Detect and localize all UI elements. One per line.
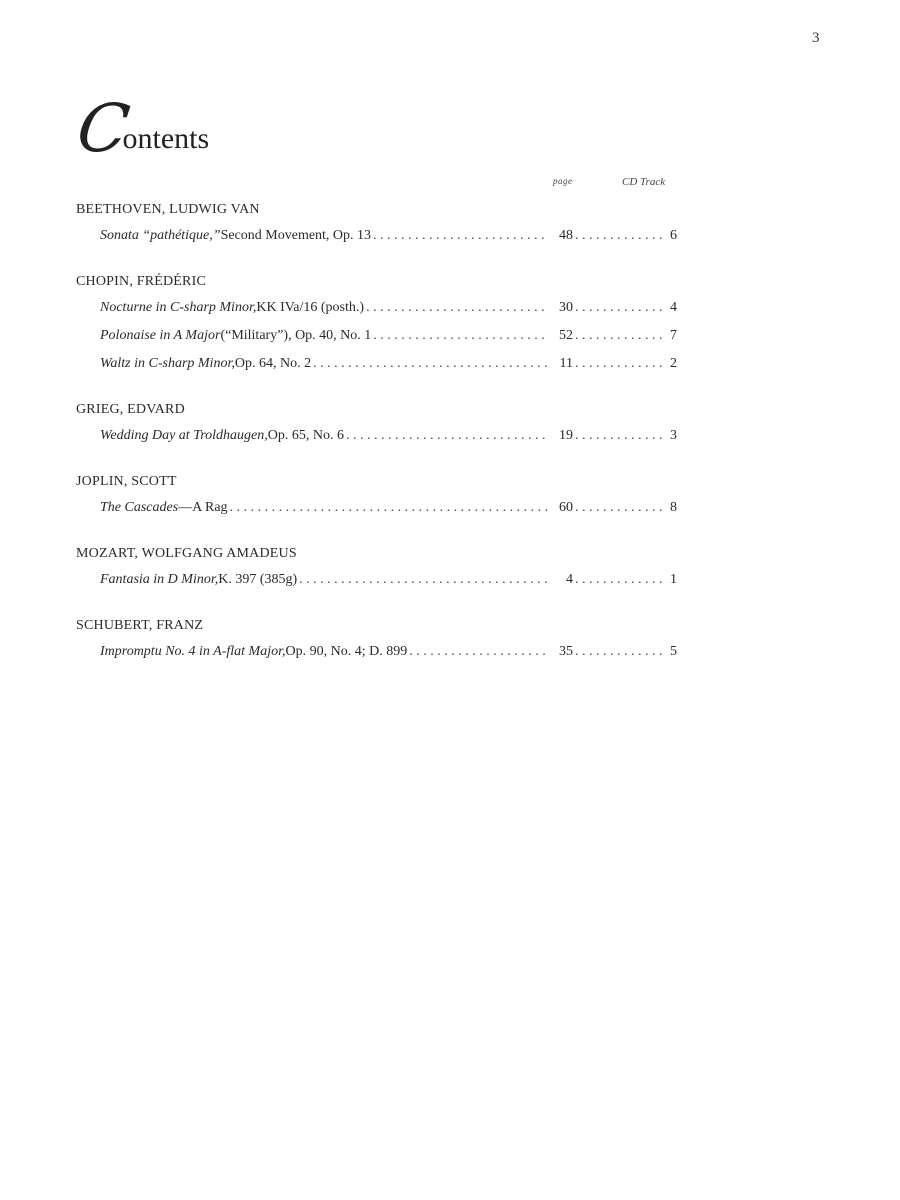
page-ref: 4 — [566, 572, 573, 587]
cd-track-number: 8 — [670, 500, 677, 515]
cd-track-number: 6 — [670, 228, 677, 243]
composer-heading: GRIEG, EDVARD — [76, 402, 185, 417]
dot-leader — [575, 228, 665, 244]
dot-leader — [575, 300, 665, 316]
dot-leader — [575, 644, 665, 660]
dot-leader — [346, 428, 549, 444]
work-title-italic: Waltz in C-sharp Minor, — [100, 356, 235, 371]
column-headers — [0, 176, 900, 190]
dot-leader — [575, 500, 665, 516]
work-title-rest: Op. 65, No. 6 — [267, 428, 344, 443]
toc-entry[interactable] — [100, 356, 677, 376]
dot-leader — [575, 328, 665, 344]
composer-heading: MOZART, WOLFGANG AMADEUS — [76, 546, 297, 561]
work-title-italic: The Cascades — [100, 500, 179, 515]
work-title-rest: KK IVa/16 (posth.) — [256, 300, 365, 315]
page-ref: 30 — [559, 300, 573, 315]
dot-leader — [230, 500, 549, 516]
toc-entry[interactable] — [100, 500, 677, 520]
dot-leader — [409, 644, 549, 660]
title-rest: ontents — [122, 122, 210, 155]
work-title-italic: Impromptu No. 4 in A-flat Major, — [100, 644, 286, 659]
dot-leader — [373, 228, 549, 244]
dot-leader — [299, 572, 549, 588]
cd-track-number: 7 — [670, 328, 677, 343]
cd-track-number: 5 — [670, 644, 677, 659]
page-column-header: page — [553, 176, 573, 186]
work-title-italic: Sonata “pathétique,” — [100, 228, 221, 243]
page-ref: 60 — [559, 500, 573, 515]
work-title-italic: Wedding Day at Troldhaugen, — [100, 428, 268, 443]
page-ref: 52 — [559, 328, 573, 343]
toc-entry[interactable] — [100, 644, 677, 664]
dot-leader — [575, 428, 665, 444]
cd-track-number: 1 — [670, 572, 677, 587]
cd-track-column-header: CD Track — [622, 176, 666, 188]
work-title-rest: —A Rag — [178, 500, 228, 515]
toc-entry[interactable] — [100, 572, 677, 592]
dot-leader — [575, 356, 665, 372]
composer-heading: SCHUBERT, FRANZ — [76, 618, 204, 633]
dot-leader — [575, 572, 665, 588]
cd-track-number: 4 — [670, 300, 677, 315]
page-ref: 35 — [559, 644, 573, 659]
composer-heading: BEETHOVEN, LUDWIG VAN — [76, 202, 260, 217]
work-title-italic: Nocturne in C-sharp Minor, — [100, 300, 257, 315]
work-title-italic: Fantasia in D Minor, — [100, 572, 219, 587]
toc-entry[interactable] — [100, 300, 677, 320]
toc-entry[interactable] — [100, 228, 677, 248]
page-number: 3 — [812, 30, 820, 46]
cd-track-number: 3 — [670, 428, 677, 443]
work-title-rest: Op. 64, No. 2 — [234, 356, 312, 371]
page-ref: 48 — [559, 228, 573, 243]
dot-leader — [313, 356, 549, 372]
page-title — [72, 90, 210, 167]
composer-heading: CHOPIN, FRÉDÉRIC — [76, 274, 206, 289]
cd-track-number: 2 — [670, 356, 677, 371]
work-title-italic: Polonaise in A Major — [100, 328, 221, 343]
work-title-rest: Op. 90, No. 4; D. 899 — [285, 644, 408, 659]
page-ref: 11 — [559, 356, 573, 371]
page-ref: 19 — [559, 428, 573, 443]
title-initial: C — [72, 90, 134, 167]
dot-leader — [366, 300, 549, 316]
toc-entry[interactable] — [100, 328, 677, 348]
dot-leader — [373, 328, 549, 344]
toc-entry[interactable] — [100, 428, 677, 448]
composer-heading: JOPLIN, SCOTT — [76, 474, 177, 489]
work-title-rest: Second Movement, Op. 13 — [220, 228, 372, 243]
work-title-rest: K. 397 (385g) — [218, 572, 298, 587]
work-title-rest: (“Military”), Op. 40, No. 1 — [220, 328, 372, 343]
